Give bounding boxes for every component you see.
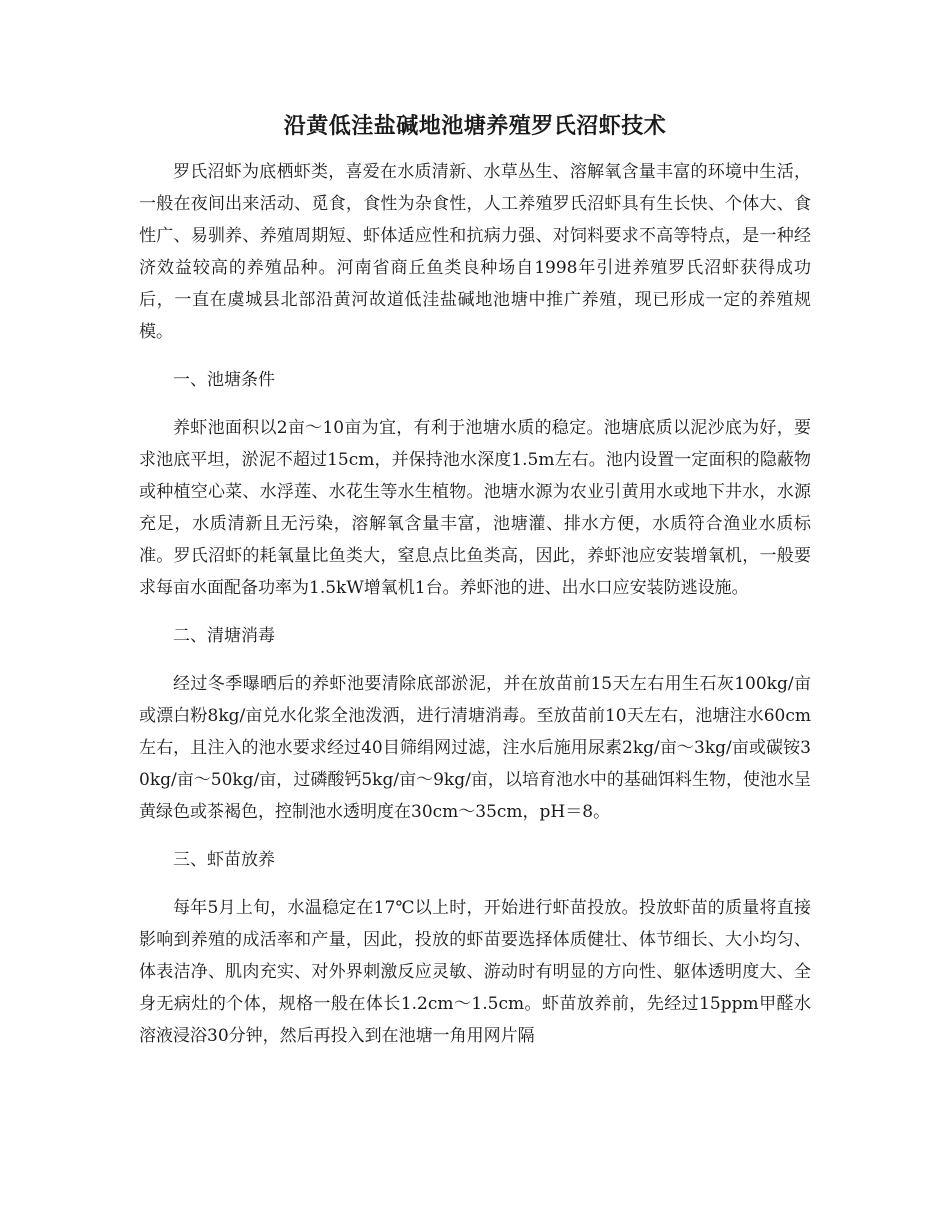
section-body-pond-disinfection: 经过冬季曝晒后的养虾池要清除底部淤泥，并在放苗前15天左右用生石灰100kg/亩或漂白粉8kg/亩兑水化浆全池泼洒，进行清塘消毒。至放苗前10天左右，池塘注水60cm左右，且注入的池水要求经过40目筛绢网过滤，注水后施用尿素2kg/亩～3kg/亩或碳铵30kg/亩～50kg/亩，过磷酸钙5kg/亩～9kg/亩，以培育池水中的基础饵料生物，使池水呈黄绿色或茶褐色，控制池水透明度在30cm～35cm，pH＝8。 <box>139 674 811 822</box>
section-heading-pond-disinfection: 二、清塘消毒 <box>173 626 275 646</box>
section-body-shrimp-stocking: 每年5月上旬，水温稳定在17℃以上时，开始进行虾苗投放。投放虾苗的质量将直接影响到养殖的成活率和产量，因此，投放的虾苗要选择体质健壮、体节细长、大小均匀、体表洁净、肌肉充实、对外界刺激反应灵敏、游动时有明显的方向性、躯体透明度大、全身无病灶的个体，规格一般在体长1.2cm～1.5cm。虾苗放养前，先经过15ppm甲醛水溶液浸浴30分钟，然后再投入到在池塘一角用网片隔 <box>139 898 811 1046</box>
section-heading-shrimp-stocking: 三、虾苗放养 <box>173 850 275 870</box>
spacer <box>139 348 811 364</box>
section-heading-pond-conditions: 一、池塘条件 <box>173 370 275 390</box>
section-body-pond-conditions: 养虾池面积以2亩～10亩为宜，有利于池塘水质的稳定。池塘底质以泥沙底为好，要求池底平坦，淤泥不超过15cm，并保持池水深度1.5m左右。池内设置一定面积的隐蔽物或种植空心菜、水浮莲、水花生等水生植物。池塘水源为农业引黄用水或地下井水，水源充足，水质清新且无污染，溶解氧含量丰富，池塘灌、排水方便，水质符合渔业水质标准。罗氏沼虾的耗氧量比鱼类大，窒息点比鱼类高，因此，养虾池应安装增氧机，一般要求每亩水面配备功率为1.5kW增氧机1台。养虾池的进、出水口应安装防逃设施。 <box>139 418 811 598</box>
spacer <box>139 604 811 620</box>
spacer <box>139 828 811 844</box>
spacer <box>139 652 811 668</box>
intro-paragraph: 罗氏沼虾为底栖虾类，喜爱在水质清新、水草丛生、溶解氧含量丰富的环境中生活，一般在夜间出来活动、觅食，食性为杂食性，人工养殖罗氏沼虾具有生长快、个体大、食性广、易驯养、养殖周期短、虾体适应性和抗病力强、对饲料要求不高等特点，是一种经济效益较高的养殖品种。河南省商丘鱼类良种场自1998年引进养殖罗氏沼虾获得成功后，一直在虞城县北部沿黄河故道低洼盐碱地池塘中推广养殖，现已形成一定的养殖规模。 <box>139 162 811 342</box>
document-page <box>139 112 811 1052</box>
spacer <box>139 876 811 892</box>
spacer <box>139 396 811 412</box>
document-title: 沿黄低洼盐碱地池塘养殖罗氏沼虾技术 <box>283 114 667 139</box>
